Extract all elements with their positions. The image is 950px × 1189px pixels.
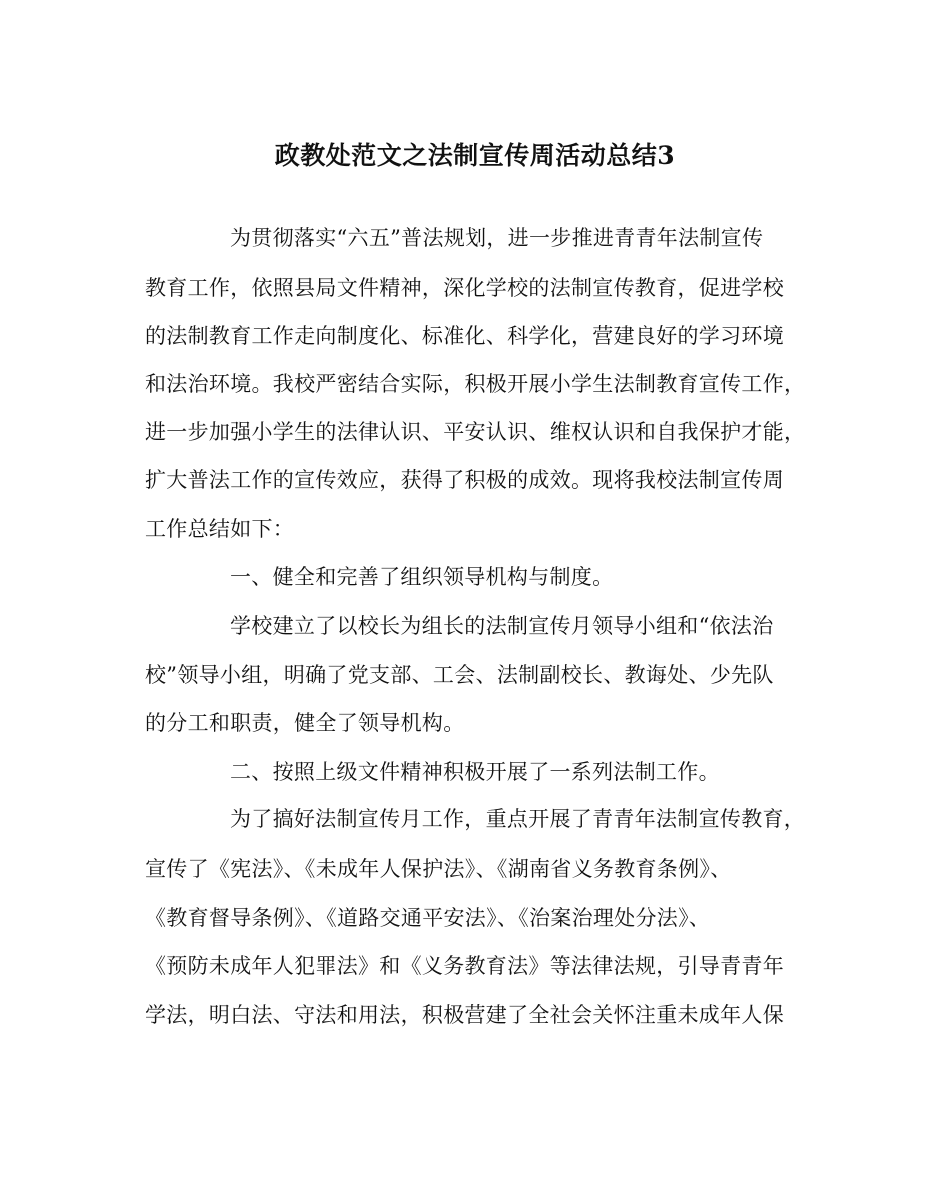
paragraph-line: 学校建立了以校长为组长的法制宣传月领导小组和“依法治 [230,614,774,638]
paragraph-line: 和法治环境。我校严密结合实际，积极开展小学生法制教育宣传工作， [145,372,806,396]
paragraph-line: 为了搞好法制宣传月工作，重点开展了青青年法制宣传教育， [230,807,806,831]
paragraph-line: 的分工和职责，健全了领导机构。 [145,711,465,735]
paragraph-line: 教育工作，依照县局文件精神，深化学校的法制宣传教育，促进学校 [145,276,784,300]
paragraph-line: 工作总结如下： [145,517,295,541]
paragraph-line: 校”领导小组，明确了党支部、工会、法制副校长、教诲处、少先队 [145,663,774,687]
section-heading: 一、健全和完善了组织领导机构与制度。 [230,565,614,589]
paragraph-line: 进一步加强小学生的法律认识、平安认识、维权认识和自我保护才能， [145,420,806,444]
paragraph-line: 扩大普法工作的宣传效应，获得了积极的成效。现将我校法制宣传周 [145,468,784,492]
paragraph-line: 的法制教育工作走向制度化、标准化、科学化，营建良好的学习环境 [145,324,784,348]
paragraph-line: 《预防未成年人犯罪法》和《义务教育法》等法律法规，引导青青年 [145,954,784,978]
paragraph-line: 《教育督导条例》、《道路交通平安法》、《治案治理处分法》、 [145,906,711,930]
paragraph-line: 宣传了《宪法》、《未成年人保护法》、《湖南省义务教育条例》、 [145,857,732,881]
paragraph-line: 学法，明白法、守法和用法，积极营建了全社会关怀注重未成年人保 [145,1003,784,1027]
section-heading: 二、按照上级文件精神积极开展了一系列法制工作。 [230,760,720,784]
paragraph-line: 为贯彻落实“六五”普法规划，进一步推进青青年法制宣传 [230,226,764,250]
document-title: 政教处范文之法制宣传周活动总结3 [274,141,676,170]
